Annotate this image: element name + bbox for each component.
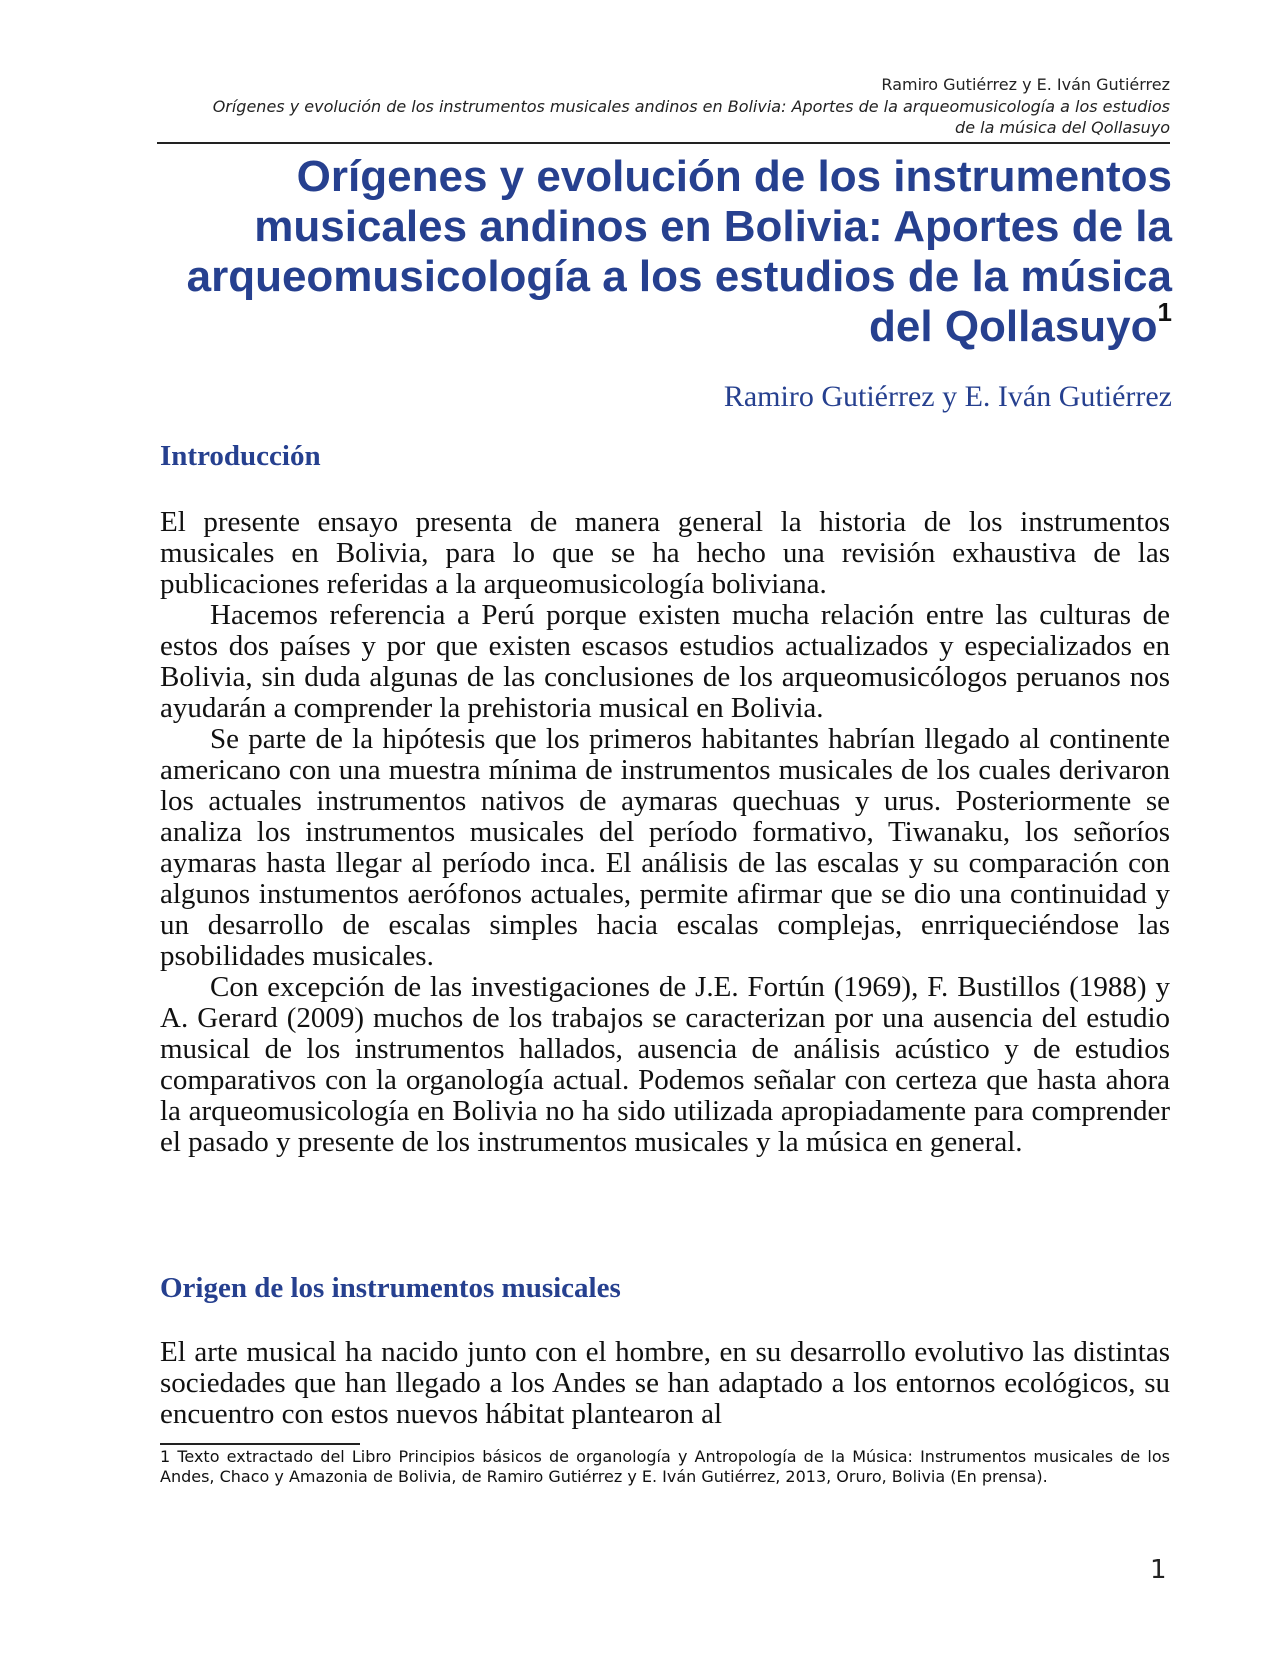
running-head-title-line1: Orígenes y evolución de los instrumentos musicales andinos en Bolivia: Aportes de la arqueomusicología a los estudios	[212, 97, 1170, 116]
paragraph: Hacemos referencia a Perú porque existen mucha relación entre las culturas de estos dos países y por que existen escasos estudios actualizados y especializados en Bolivia, sin duda algunas de las conclusiones de los arqueomusicólogos peruanos nos ayudarán a comprender la prehistoria musical en Bolivia.	[160, 599, 1170, 724]
introduction-body	[160, 507, 1170, 1158]
footnote: 1 Texto extractado del Libro Principios básicos de organología y Antropología de la Música: Instrumentos musicales de los Andes, Chaco y Amazonia de Bolivia, de Ramiro Gutiérrez y E. Iván Gutiérrez, 2013, Oruro, Bolivia (En prensa).	[160, 1447, 1170, 1486]
article-title-text: Orígenes y evolución de los instrumentos musicales andinos en Bolivia: Aportes de la arqueomusicología a los estudios de la música del Qollasuyo	[186, 152, 1172, 351]
article-title	[150, 152, 1172, 352]
footnote-rule	[160, 1443, 360, 1445]
header-rule	[157, 142, 1170, 144]
section-heading-introduction: Introducción	[160, 440, 321, 472]
running-head	[150, 74, 1170, 138]
section-heading-origin: Origen de los instrumentos musicales	[160, 1272, 621, 1304]
origin-body	[160, 1337, 1170, 1430]
article-authors: Ramiro Gutiérrez y E. Iván Gutiérrez	[723, 380, 1172, 413]
paragraph: El presente ensayo presenta de manera general la historia de los instrumentos musicales en Bolivia, para lo que se ha hecho una revisión exhaustiva de las publicaciones referidas a la arqueomusicología boliviana.	[160, 506, 1170, 600]
title-footnote-marker: 1	[1157, 297, 1172, 327]
page-number: 1	[1150, 1555, 1167, 1585]
paragraph: Se parte de la hipótesis que los primeros habitantes habrían llegado al continente americano con una muestra mínima de instrumentos musicales de los cuales derivaron los actuales instrumentos nativos de aymaras quechuas y urus. Posteriormente se analiza los instrumentos musicales del período formativo, Tiwanaku, los señoríos aymaras hasta llegar al período inca. El análisis de las escalas y su comparación con algunos instumentos aerófonos actuales, permite afirmar que se dio una continuidad y un desarrollo de escalas simples hacia escalas complejas, enrriqueciéndose las psobilidades musicales.	[160, 723, 1170, 972]
running-head-title-line2: de la música del Qollasuyo	[955, 118, 1170, 137]
paragraph: El arte musical ha nacido junto con el hombre, en su desarrollo evolutivo las distintas sociedades que han llegado a los Andes se han adaptado a los entornos ecológicos, su encuentro con estos nuevos hábitat plantearon al	[160, 1336, 1170, 1430]
running-head-authors: Ramiro Gutiérrez y E. Iván Gutiérrez	[881, 75, 1170, 94]
paragraph: Con excepción de las investigaciones de J.E. Fortún (1969), F. Bustillos (1988) y A. Gerard (2009) muchos de los trabajos se caracterizan por una ausencia del estudio musical de los instrumentos hallados, ausencia de análisis acústico y de estudios comparativos con la organología actual. Podemos señalar con certeza que hasta ahora la arqueomusicología en Bolivia no ha sido utilizada apropiadamente para comprender el pasado y presente de los instrumentos musicales y la música en general.	[160, 971, 1170, 1158]
